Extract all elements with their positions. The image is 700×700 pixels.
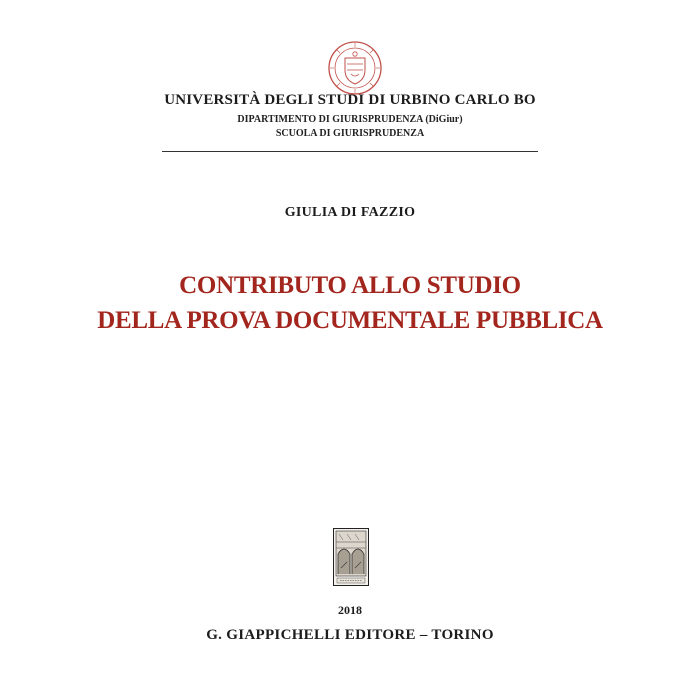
book-title-line-2: DELLA PROVA DOCUMENTALE PUBBLICA — [97, 307, 603, 334]
publication-year: 2018 — [338, 603, 362, 617]
department-name: DIPARTIMENTO DI GIURISPRUDENZA (DiGiur) — [237, 114, 463, 125]
university-seal-icon — [327, 40, 383, 96]
university-name: UNIVERSITÀ DEGLI STUDI DI URBINO CARLO BO — [164, 92, 536, 108]
author-name: GIULIA DI FAZZIO — [284, 205, 416, 220]
header-divider — [162, 151, 538, 152]
publisher-name: G. GIAPPICHELLI EDITORE – TORINO — [206, 627, 494, 643]
publisher-logo-icon — [333, 528, 369, 586]
book-title-line-1: CONTRIBUTO ALLO STUDIO — [179, 272, 521, 299]
school-name: SCUOLA DI GIURISPRUDENZA — [275, 128, 425, 139]
